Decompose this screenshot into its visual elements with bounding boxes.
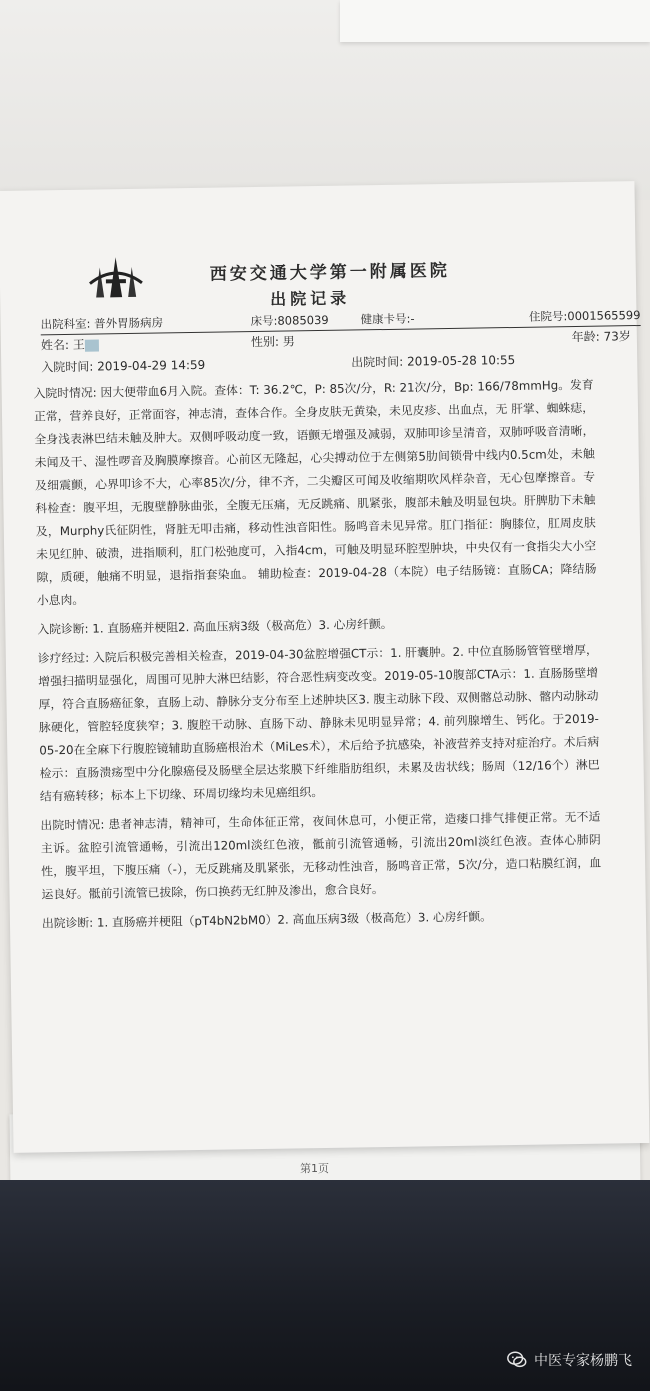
- admit-time-label: 入院时间:: [41, 359, 94, 375]
- hospital-logo-icon: [85, 253, 146, 302]
- watermark: [506, 1349, 632, 1371]
- department-label: 出院科室:: [40, 316, 91, 332]
- health-card-field: [360, 309, 510, 327]
- discharge-diagnosis-label: 出院诊断:: [41, 915, 94, 931]
- wechat-icon: [506, 1349, 528, 1371]
- admit-diagnosis-label: 入院诊断:: [37, 621, 89, 637]
- discharge-status-label: 出院时情况:: [40, 817, 105, 833]
- discharge-diagnosis-section: [42, 904, 602, 936]
- age-value: 73岁: [603, 329, 631, 344]
- record-body: [33, 374, 602, 942]
- watermark-text: 中医专家杨鹏飞: [534, 1353, 632, 1369]
- treatment-text: 入院后积极完善相关检查，2019-04-30盆腔增强CT示：1. 肝囊肿。2. 中位直肠肠管管壁增厚，增强扫描明显强化，周围可见肿大淋巴结影，符合恶性病变改变。2019-05-10腹部CTA示：1. 直肠肠壁增厚，符合直肠癌征象，直肠上动、静脉分支分布至上述肿块区3. 腹主动脉下段、双侧髂总动脉、髂内动脉动脉硬化，管腔轻度狭窄；3. 腹腔干动脉、直肠下动、静脉未见明显异常；4. 前列腺增生、钙化。于2019-05-20在全麻下行腹腔镜辅助直肠癌根治术（MiLes术），术后给予抗感染，补液营养支持对症治疗。术后病检示：直肠溃疡型中分化腺癌侵及肠壁全层达浆膜下纤维脂肪组织，未累及齿状线；肠周（12/16个）淋巴结有癌转移；标本上下切缘、环周切缘均未见癌组织。: [38, 642, 600, 804]
- discharge-status-text: 患者神志清，精神可，生命体征正常，夜间休息可，小便正常，造瘘口排气排便正常。无不适主诉。盆腔引流管通畅，引流出120ml淡红色液，骶前引流管通畅，引流出20ml淡红色液。查体心肺阴性，腹平坦，下腹压痛（-），无反跳痛及肌紧张，无移动性浊音，肠鸣音正常，5次/分，造口粘膜红润，血运良好。骶前引流管已拔除，伤口换药无红肿及渗出，愈合良好。: [40, 809, 602, 902]
- discharge-time-field: [351, 351, 515, 371]
- treatment-section: [38, 639, 600, 809]
- treatment-label: 诊疗经过:: [37, 650, 90, 666]
- admit-diagnosis-section: [37, 610, 597, 642]
- inpatient-no-field: [510, 307, 640, 325]
- admit-status-label: 入院时情况:: [33, 385, 97, 401]
- dark-background: [0, 1180, 650, 1391]
- time-row: [41, 349, 631, 375]
- name-value: 王: [72, 337, 85, 352]
- department-field: [40, 313, 250, 332]
- sex-value: 男: [282, 334, 295, 349]
- discharge-time-value: 2019-05-28 10:55: [406, 352, 516, 369]
- department-value: 普外胃肠病房: [93, 315, 164, 331]
- name-field: [41, 333, 251, 353]
- discharge-time-label: 出院时间:: [351, 354, 404, 370]
- name-label: 姓名:: [40, 337, 70, 353]
- admit-status-text: 因大便带血6月入院。查体：T: 36.2℃，P: 85次/分，R: 21次/分，Bp: 166/78mmHg。发育正常，营养良好，正常面容，神志清，查体合作。全身皮肤无黄染，未见皮疹、出血点，无 肝掌、蜘蛛痣，全身浅表淋巴结未触及肿大。双侧呼吸动度一致，语颤无增强及减弱，双肺叩诊呈清音，双肺呼吸音清晰，未闻及干、湿性啰音及胸膜摩擦音。心前区无隆起，心尖搏动位于左侧第5肋间锁骨中线内0.5cm处，未触及细震颤，心界叩诊不大，心率85次/分，律不齐，二尖瓣区可闻及收缩期吹风样杂音，无心包摩擦音。专科检查：腹平坦，无腹壁静脉曲张，全腹无压痛，无反跳痛、肌紧张，腹部未触及明显包块。肝脾肋下未触及，Murphy氏征阴性，肾脏无叩击痛，移动性浊音阳性。肠鸣音未见异常。肛门指征：胸膝位，肛周皮肤未见红肿、破溃，进指顺利，肛门松弛度可，入指4cm，可触及明显环腔型肿块，中央仅有一食指尖大小空隙，质硬，触痛不明显，退指指套染血。 辅助检查：2019-04-28（本院）电子结肠镜：直肠CA；降结肠小息肉。: [33, 377, 597, 608]
- redaction-mask: [85, 339, 99, 351]
- age-field: [461, 327, 631, 347]
- discharge-status-section: [40, 806, 601, 907]
- health-card-label: 健康卡号:: [360, 311, 411, 327]
- admit-diagnosis-text: 1. 直肠癌并梗阻2. 高血压病3级（极高危）3. 心房纤颤。: [92, 616, 393, 636]
- sex-label: 性别:: [250, 334, 280, 350]
- discharge-diagnosis-text: 1. 直肠癌并梗阻（pT4bN2bM0）2. 高血压病3级（极高危）3. 心房纤颤。: [96, 909, 493, 930]
- age-label: 年龄:: [571, 329, 600, 345]
- bed-label: 床号:: [250, 313, 278, 329]
- inpatient-no-label: 住院号:: [528, 309, 568, 324]
- inpatient-no-value: 0001565599: [567, 307, 641, 324]
- admit-status-section: [33, 374, 597, 613]
- admit-time-value: 2019-04-29 14:59: [97, 357, 206, 374]
- sex-field: [251, 330, 461, 350]
- page-number: 第1页: [300, 1162, 329, 1175]
- discharge-record-page: [0, 181, 650, 1153]
- document-title: 出院记录: [270, 288, 351, 309]
- admit-time-field: [41, 354, 351, 376]
- bed-value: 8085039: [277, 312, 329, 328]
- bed-field: [250, 311, 360, 329]
- paper-note: [340, 0, 650, 42]
- health-card-value: -: [410, 311, 415, 326]
- hospital-name: 西安交通大学第一附属医院: [209, 260, 450, 285]
